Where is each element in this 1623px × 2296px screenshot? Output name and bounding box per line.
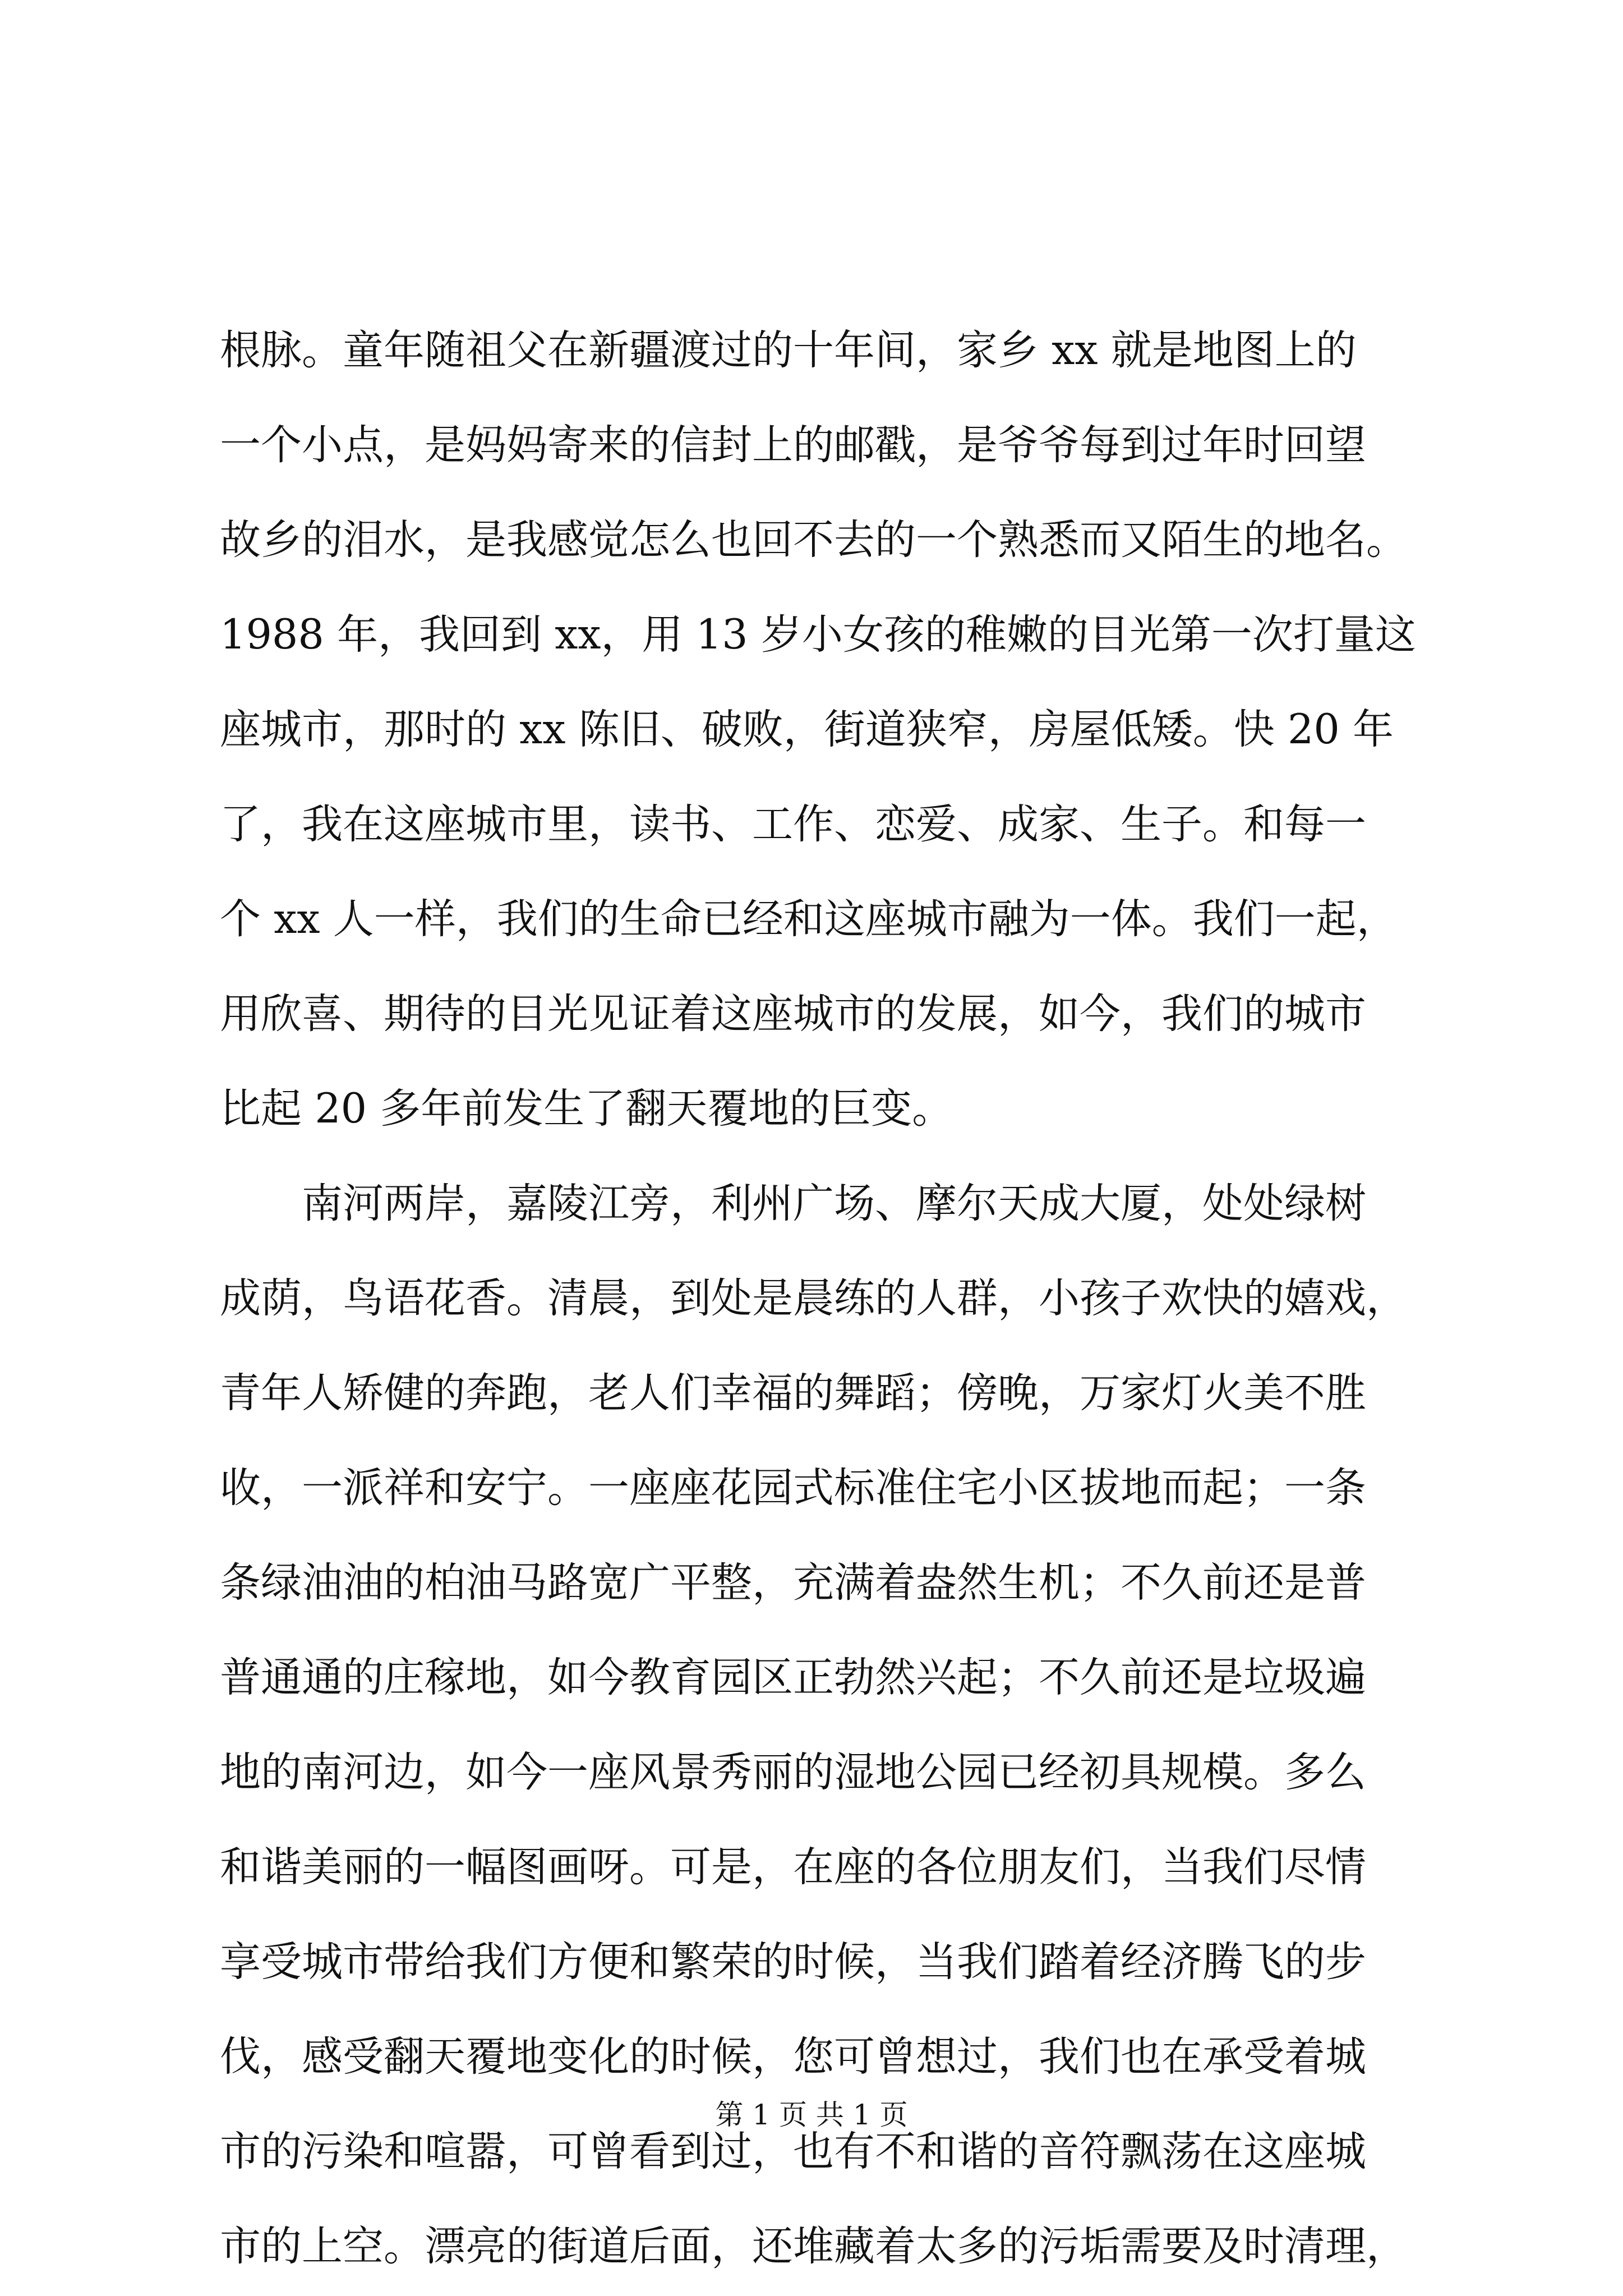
text-line: 地的南河边，如今一座风景秀丽的湿地公园已经初具规模。多么 xyxy=(220,1749,1366,1796)
page-footer xyxy=(0,2092,1623,2133)
text-line: 了，我在这座城市里，读书、工作、恋爱、成家、生子。和每一 xyxy=(220,800,1366,848)
text-line: 和谐美丽的一幅图画呀。可是，在座的各位朋友们，当我们尽情 xyxy=(220,1843,1366,1891)
text-line: 用欣喜、期待的目光见证着这座城市的发展，如今，我们的城市 xyxy=(220,990,1366,1038)
body-text xyxy=(220,303,1426,2294)
text-line: 比起 20 多年前发生了翻天覆地的巨变。 xyxy=(220,1085,953,1133)
text-line: 个 xx 人一样，我们的生命已经和这座城市融为一体。我们一起， xyxy=(220,895,1398,943)
text-line: 成荫，鸟语花香。清晨，到处是晨练的人群，小孩子欢快的嬉戏， xyxy=(220,1274,1407,1322)
text-line: 根脉。童年随祖父在新疆渡过的十年间，家乡 xx 就是地图上的 xyxy=(220,326,1357,374)
text-line: 座城市，那时的 xx 陈旧、破败，街道狭窄，房屋低矮。快 20 年 xyxy=(220,706,1394,753)
text-line: 收，一派祥和安宁。一座座花园式标准住宅小区拔地而起；一条 xyxy=(220,1464,1366,1512)
text-line: 一个小点，是妈妈寄来的信封上的邮戳，是爷爷每到过年时回望 xyxy=(220,421,1366,469)
text-line: 市的污染和喧嚣，可曾看到过，也有不和谐的音符飘荡在这座城 xyxy=(220,2128,1366,2175)
text-line: 故乡的泪水，是我感觉怎么也回不去的一个熟悉而又陌生的地名。 xyxy=(220,516,1407,564)
text-line: 1988 年，我回到 xx，用 13 岁小女孩的稚嫩的目光第一次打量这 xyxy=(220,611,1416,659)
text-line: 伐，感受翻天覆地变化的时候，您可曾想过，我们也在承受着城 xyxy=(220,2033,1366,2081)
text-line: 普通通的庄稼地，如今教育园区正勃然兴起；不久前还是垃圾遍 xyxy=(220,1654,1366,1701)
text-line: 条绿油油的柏油马路宽广平整，充满着盎然生机；不久前还是普 xyxy=(220,1559,1366,1607)
page-number-label: 第 1 页 共 1 页 xyxy=(715,2099,908,2131)
text-line: 市的上空。漂亮的街道后面，还堆藏着太多的污垢需要及时清理， xyxy=(220,2223,1407,2270)
text-line: 南河两岸，嘉陵江旁，利州广场、摩尔天成大厦，处处绿树 xyxy=(220,1180,1366,1227)
text-line: 青年人矫健的奔跑，老人们幸福的舞蹈；傍晚，万家灯火美不胜 xyxy=(220,1369,1366,1417)
text-line: 享受城市带给我们方便和繁荣的时候，当我们踏着经济腾飞的步 xyxy=(220,1938,1366,1986)
